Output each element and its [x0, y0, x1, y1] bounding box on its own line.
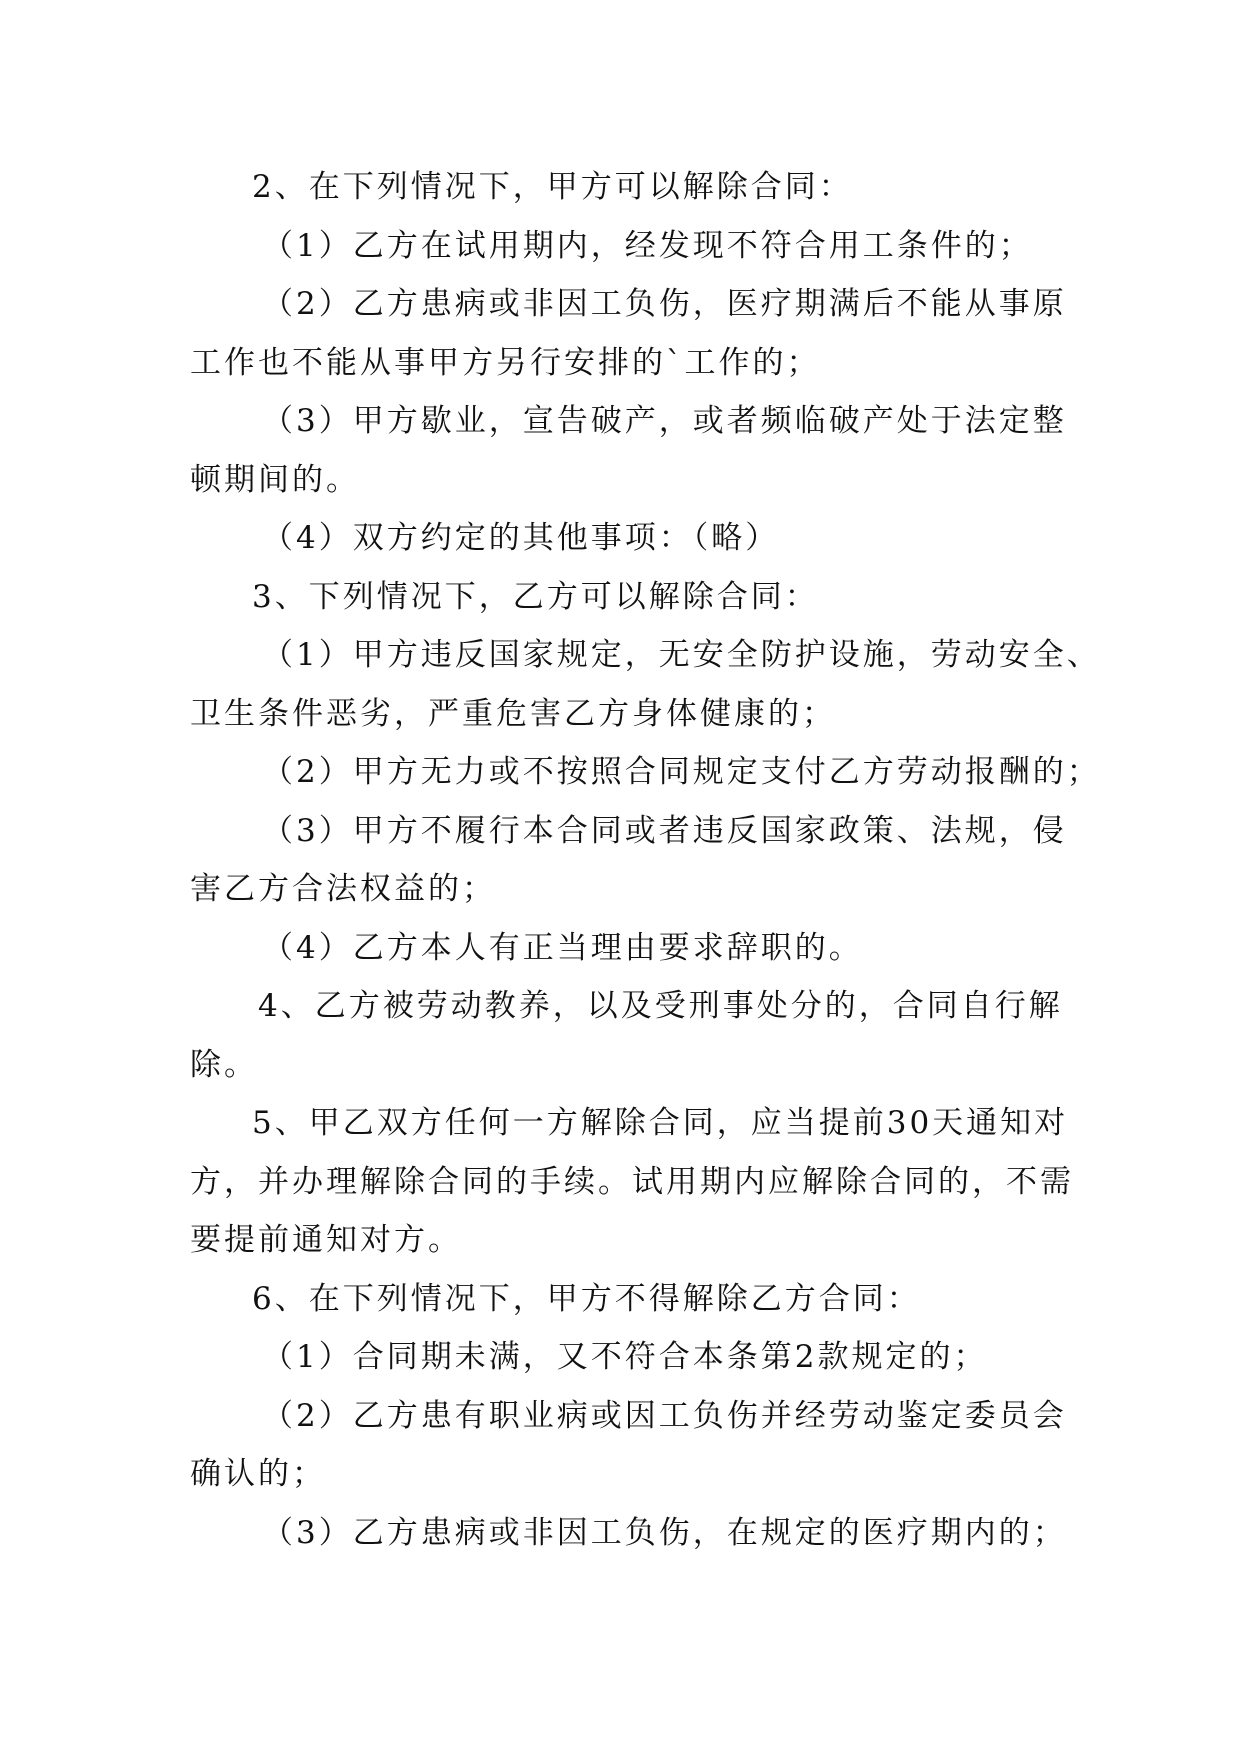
clause-5: 5、甲乙双方任何一方解除合同，应当提前30天通知对	[252, 1105, 1069, 1141]
document-page	[190, 158, 1101, 1562]
clause-2-item-2-cont: 工作也不能从事甲方另行安排的`工作的；	[190, 344, 821, 381]
clause-6-item-2-cont: 确认的；	[190, 1456, 326, 1492]
clause-3-heading: 3、下列情况下，乙方可以解除合同：	[252, 578, 819, 615]
clause-2-item-3: （3）甲方歇业，宣告破产，或者频临破产处于法定整	[262, 403, 1067, 439]
clause-2-item-1: （1）乙方在试用期内，经发现不符合用工条件的；	[262, 227, 1033, 264]
clause-2-heading: 2、在下列情况下，甲方可以解除合同：	[252, 169, 853, 205]
clause-3-item-4: （4）乙方本人有正当理由要求辞职的。	[262, 929, 863, 966]
clause-6-item-2: （2）乙方患有职业病或因工负伤并经劳动鉴定委员会	[262, 1397, 1067, 1434]
clause-3-item-1-cont: 卫生条件恶劣，严重危害乙方身体健康的；	[190, 695, 836, 732]
clause-3-item-3: （3）甲方不履行本合同或者违反国家政策、法规，侵	[262, 812, 1067, 849]
clause-6-item-3: （3）乙方患病或非因工负伤，在规定的医疗期内的；	[262, 1514, 1067, 1551]
clause-3-item-1: （1）甲方违反国家规定，无安全防护设施，劳动安全、	[262, 637, 1101, 673]
clause-2-item-3-cont: 顿期间的。	[190, 461, 360, 498]
clause-5-cont-2: 要提前通知对方。	[190, 1222, 462, 1258]
clause-2-item-4: （4）双方约定的其他事项：（略）	[262, 520, 780, 556]
clause-4: 4、乙方被劳动教养，以及受刑事处分的，合同自行解	[258, 988, 1063, 1024]
clause-6-item-1: （1）合同期未满，又不符合本条第2款规定的；	[262, 1339, 988, 1375]
clause-6-heading: 6、在下列情况下，甲方不得解除乙方合同：	[252, 1280, 921, 1317]
clause-3-item-3-cont: 害乙方合法权益的；	[190, 871, 496, 907]
clause-5-cont-1: 方，并办理解除合同的手续。试用期内应解除合同的，不需	[190, 1163, 1074, 1200]
clause-4-cont: 除。	[190, 1046, 258, 1083]
clause-2-item-2: （2）乙方患病或非因工负伤，医疗期满后不能从事原	[262, 286, 1067, 322]
clause-3-item-2: （2）甲方无力或不按照合同规定支付乙方劳动报酬的；	[262, 754, 1101, 790]
